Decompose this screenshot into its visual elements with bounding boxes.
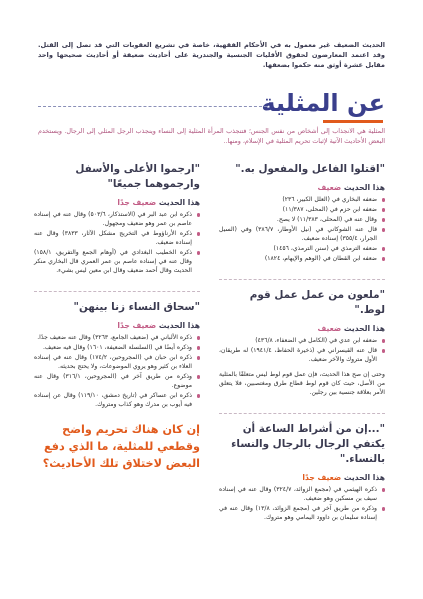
left-column — [34, 162, 200, 472]
grade-heading: هذا الحديث ضعيف جدًا — [117, 198, 200, 207]
hadith-quote: "ارجموا الأعلى والأسفل وارجموهما جميعًا" — [75, 163, 200, 190]
section-divider — [34, 281, 200, 292]
bullet-icon — [382, 339, 386, 343]
list-item: قال عنه القيسراني في (ذخيرة الحفاظ، ١٩٤١/٤) له طريقان، الأول متروك والآخر ضعيف. — [219, 346, 385, 364]
source-list — [34, 210, 200, 275]
bullet-icon — [382, 198, 386, 202]
hadith-quote: "اقتلوا الفاعل والمفعول به." — [235, 163, 385, 175]
grade-heading: هذا الحديث ضعيف جدًا — [302, 473, 385, 482]
hadith-quote: "سحاق النساء زنا بينهن" — [73, 301, 200, 313]
grade-label: ضعيف جدًا — [302, 473, 342, 482]
list-item: وقال عنه في (المحلى، ١١/٣٨٣) لا يصح. — [219, 215, 385, 224]
title-accent-bar — [323, 120, 383, 123]
hadith-quote: "ملعون من عمل عمل قوم لوط." — [249, 289, 385, 316]
list-item: ضعفه البخاري في (العلل الكبير، ٢٣٦) — [219, 195, 385, 204]
intro-paragraph: الحديث الضعيف غير معمول به في الأحكام الفقهية، خاصة في تشريع العقوبات التي قد تصل إلى القتل. وقد اعتمد المعارضون لحقوق الأقليات الجنسية والجندرية على أحاديث ضعيفة أو أحاديث صحيحها واحد مقابل عشرة أوثق منه حكموا بضعفها. — [38, 41, 385, 70]
list-item: ضعفه ابن القطان في (الوهم والإيهام، ١٨٢٤) — [219, 254, 385, 263]
closing-question: إن كان هناك تحريم واضح وقطعي للمثلية، ما الذي دفع البعض لاختلاق تلك الأحاديث؟ — [42, 423, 200, 470]
grade-heading: هذا الحديث ضعيف — [317, 324, 385, 333]
grade-label: ضعيف — [317, 183, 342, 192]
grade-label: ضعيف جدًا — [117, 198, 157, 207]
list-item: ذكره ابن حبان في (المجروحين، ١٧٤/٢) وقال عنه في إسناده العلاء بن كثير وهو يروي الموضوعات، ولا يحتج بحديثه. — [34, 353, 200, 371]
bullet-icon — [382, 257, 386, 261]
bullet-icon — [382, 247, 386, 251]
bullet-icon — [197, 375, 201, 379]
source-list — [34, 333, 200, 409]
bullet-icon — [382, 208, 386, 212]
list-item: ضعفه ابن عدي في (الكامل في الضعفاء، ٤٣٦/٨) — [219, 336, 385, 345]
hadith-section — [34, 300, 200, 409]
title-divider — [38, 106, 267, 107]
grade-heading: هذا الحديث ضعيف جدًا — [117, 321, 200, 330]
bullet-icon — [382, 228, 386, 232]
bullet-icon — [197, 232, 201, 236]
bullet-icon — [382, 488, 386, 492]
list-item: ذكره ابن عساكر في (تاريخ دمشق، ١١٩/١٠) وقال عن إسناده فيه أيوب بن مدرك وهو كذاب ومتروك. — [34, 391, 200, 409]
bullet-icon — [382, 507, 386, 511]
list-item: ذكره ابن عبد البر في (الاستذكار، ٥٠٣/٦) وقال عنه في إسناده عاصم بن عمر وهو ضعيف ومجهول. — [34, 210, 200, 228]
list-item: وذكره أيضًا في (السلسلة الضعيفة، ١٦٠١) وقال فيه ضعيف. — [34, 343, 200, 352]
grade-heading: هذا الحديث ضعيف — [317, 183, 385, 192]
section-title-row — [38, 88, 385, 122]
list-item: قال عنه الشوكاني في (نيل الأوطار، ٣٨٦/٧) وفي (السيل الجرار، ٣٥٥/٤) إسناده ضعيف. — [219, 225, 385, 243]
list-item: ضعفه الترمذي في (سنن الترمذي، ١٤٥٦) — [219, 244, 385, 253]
source-list — [219, 485, 385, 522]
list-item: ضعفه ابن حزم في (المحلى، ١١/٣٨٧) — [219, 205, 385, 214]
list-item: ذكره الخطيب البغدادي في (أوهام الجمع والتفريق، ١٥٨/١) وقال عنه في إسناده عاصم بن عمر العمري قال البخاري منكر الحديث وقال أحمد ضعيف وقال ابن معين ليس بشيء. — [34, 248, 200, 275]
source-list — [219, 195, 385, 263]
lead-paragraph: المثلية هي الانجذاب إلى أشخاص من نفس الجنس؛ فتنجذب المرأة المثلية إلى النساء وينجذب الرجل المثلي إلى الرجال. ويستخدم البعض الأحاديث الآتية لإثبات تحريم المثلية في الإسلام، ومنها.. — [38, 127, 385, 145]
list-item: ذكره الألباني في (ضعيف الجامع، ٣٢٦٣) وقال عنه ضعيف جدًا. — [34, 333, 200, 342]
list-item: ذكره الأرناؤوط في التخريج مشكل الآثار، ٣٨٣٣) وقال عنه إسناده ضعيف. — [34, 229, 200, 247]
bullet-icon — [197, 356, 201, 360]
bullet-icon — [382, 218, 386, 222]
section-divider — [219, 403, 385, 414]
bullet-icon — [197, 336, 201, 340]
commentary-paragraph: وحتى إن صح هذا الحديث، فإن عمل قوم لوط ليس متعلقًا بالمثلية من الأصل، حيث كان قوم لوط قطاع طرق ومغتصبين، فلا يتعلق الأمر بعلاقة جنسية بين رجلين. — [219, 371, 385, 396]
bullet-icon — [382, 349, 386, 353]
list-item: وذكره من طريق آخر في (المجروحين، ٣١٦/١) وقال عنه موضوع. — [34, 372, 200, 390]
bullet-icon — [197, 394, 201, 398]
grade-label: ضعيف — [317, 324, 342, 333]
bullet-icon — [197, 346, 201, 350]
list-item: وذكره من طريق آخر في (مجمع الزوائد، ١٣/٨) وقال عنه في إسناده سليمان بن داوود اليمامي وهو متروك. — [219, 504, 385, 522]
page-title: عن المثلية — [261, 89, 385, 117]
source-list — [219, 336, 385, 364]
list-item: ذكره الهيثمي في (مجمع الزوائد، ٣٢٤/٧) وقال عنه في إسناده سيف بن مسكين وهو ضعيف. — [219, 485, 385, 503]
bullet-icon — [197, 251, 201, 255]
grade-label: ضعيف جدًا — [117, 321, 157, 330]
hadith-quote: "...إن من أشراط الساعة أن يكتفي الرجال بالرجال والنساء بالنساء." — [231, 423, 385, 465]
section-divider — [219, 269, 385, 280]
hadith-section — [219, 288, 385, 397]
bullet-icon — [197, 213, 201, 217]
hadith-section — [219, 162, 385, 263]
hadith-section — [219, 422, 385, 522]
right-column — [219, 162, 385, 526]
hadith-section — [34, 162, 200, 275]
